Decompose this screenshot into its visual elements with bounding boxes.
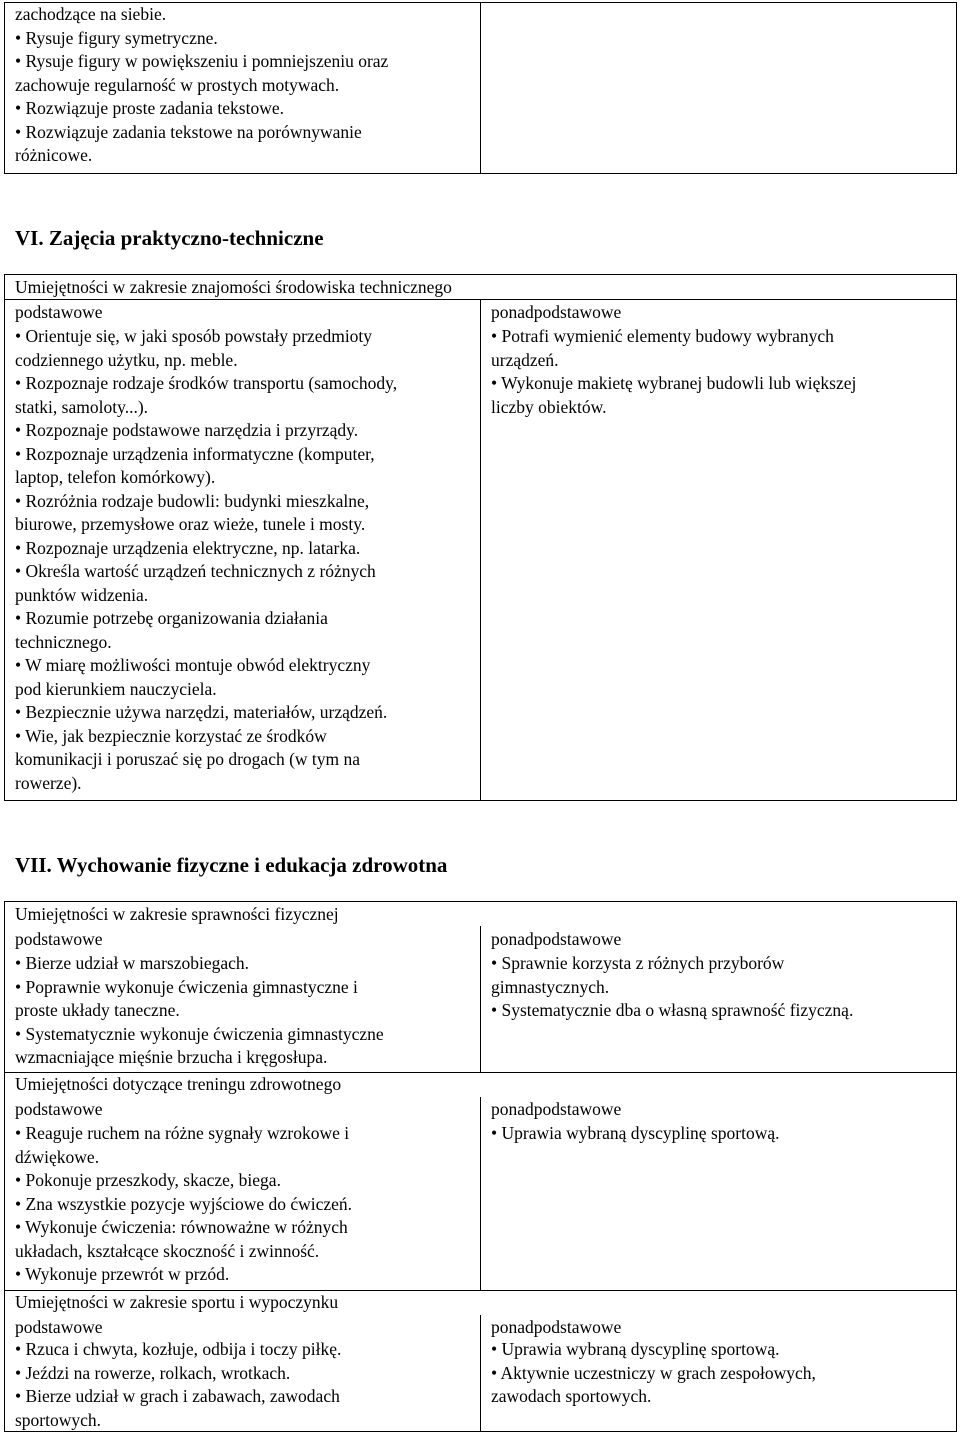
health-training-right-header: ponadpodstawowe	[491, 1099, 622, 1119]
list-item: • Wykonuje makietę wybranej budowli lub większej	[491, 373, 857, 393]
section-vi-divider	[480, 299, 481, 801]
sport-leisure-right-header: ponadpodstawowe	[491, 1317, 622, 1337]
section-vi-group-title: Umiejętności w zakresie znajomości środowiska technicznego	[15, 277, 452, 297]
list-item-continuation: wzmacniające mięśnie brzucha i kręgosłupa.	[15, 1047, 328, 1067]
list-item: • Bierze udział w marszobiegach.	[15, 953, 250, 973]
list-item: • Rozumie potrzebę organizowania działania	[15, 608, 328, 628]
list-item: • Poprawnie wykonuje ćwiczenia gimnastyczne i	[15, 976, 358, 997]
list-item: • Sprawnie korzysta z różnych przyborów	[491, 953, 785, 973]
list-item: • Rysuje figury symetryczne.	[15, 27, 218, 48]
list-item: • Rozpoznaje rodzaje środków transportu (samochody,	[15, 373, 398, 393]
section-vii-divider-3	[480, 1315, 481, 1432]
list-item: • Rzuca i chwyta, kozłuje, odbija i toczy piłkę.	[15, 1339, 342, 1359]
section-vii-heading: VII. Wychowanie fizyczne i edukacja zdrowotna	[15, 853, 448, 877]
fitness-group-title: Umiejętności w zakresie sprawności fizycznej	[15, 904, 339, 924]
list-item-continuation: statki, samoloty...).	[15, 396, 149, 417]
list-item: • W miarę możliwości montuje obwód elektryczny	[15, 655, 371, 675]
section-vi-right-list	[491, 325, 951, 419]
section-vi-left-header: podstawowe	[15, 302, 103, 322]
list-item: • Określa wartość urządzeń technicznych z różnych	[15, 561, 376, 581]
list-item: • Rozpoznaje urządzenia elektryczne, np. latarka.	[15, 537, 361, 558]
list-item-continuation: dźwiękowe.	[15, 1146, 100, 1167]
list-item-continuation: laptop, telefon komórkowy).	[15, 467, 216, 487]
health-training-group-title: Umiejętności dotyczące treningu zdrowotnego	[15, 1074, 342, 1094]
list-item-continuation: sportowych.	[15, 1409, 102, 1430]
health-training-right-list	[491, 1122, 951, 1146]
list-item: • Uprawia wybraną dyscyplinę sportową.	[491, 1123, 780, 1143]
section-vi-left-list	[15, 325, 475, 795]
top-table-divider	[480, 2, 481, 174]
list-item-continuation: zachowuje regularność w prostych motywach.	[15, 74, 340, 95]
section-vii-divider-1	[480, 926, 481, 1072]
list-item: • Systematycznie wykonuje ćwiczenia gimnastyczne	[15, 1023, 384, 1044]
list-item: • Orientuje się, w jaki sposób powstały przedmioty	[15, 326, 373, 346]
list-item: • Potrafi wymienić elementy budowy wybranych	[491, 326, 834, 346]
list-item: • Wie, jak bezpiecznie korzystać ze środków	[15, 725, 327, 746]
list-item-continuation: zawodach sportowych.	[491, 1386, 652, 1406]
list-item-continuation: pod kierunkiem nauczyciela.	[15, 678, 217, 699]
list-item: • Rysuje figury w powiększeniu i pomniejszeniu oraz	[15, 51, 389, 71]
list-item-continuation: zachodzące na siebie.	[15, 4, 167, 24]
section-vi-right-header: ponadpodstawowe	[491, 302, 622, 322]
list-item-continuation: rowerze).	[15, 772, 82, 793]
list-item: • Reaguje ruchem na różne sygnały wzrokowe i	[15, 1123, 350, 1143]
list-item: • Wykonuje ćwiczenia: równoważne w różnych	[15, 1217, 348, 1237]
health-training-left-header: podstawowe	[15, 1099, 103, 1119]
list-item: • Rozwiązuje proste zadania tekstowe.	[15, 98, 285, 118]
fitness-left-list	[15, 952, 475, 1070]
fitness-right-list	[491, 952, 951, 1023]
section-vii-divider-2	[480, 1097, 481, 1290]
list-item-continuation: gimnastycznych.	[491, 976, 610, 997]
top-table-left-cell	[15, 3, 475, 168]
list-item: • Rozwiązuje zadania tekstowe na porównywanie	[15, 121, 362, 142]
fitness-right-header: ponadpodstawowe	[491, 929, 622, 949]
list-item-continuation: komunikacji i poruszać się po drogach (w tym na	[15, 749, 361, 769]
list-item: • Bierze udział w grach i zabawach, zawodach	[15, 1386, 340, 1406]
list-item: • Aktywnie uczestniczy w grach zespołowych,	[491, 1362, 816, 1383]
list-item: • Zna wszystkie pozycje wyjściowe do ćwiczeń.	[15, 1193, 353, 1214]
sport-leisure-left-list	[15, 1338, 475, 1432]
list-item: • Systematycznie dba o własną sprawność fizyczną.	[491, 1000, 854, 1020]
list-item-continuation: liczby obiektów.	[491, 396, 607, 417]
fitness-left-header: podstawowe	[15, 929, 103, 949]
health-training-left-list	[15, 1122, 475, 1287]
list-item: • Uprawia wybraną dyscyplinę sportową.	[491, 1339, 780, 1359]
list-item-continuation: codziennego użytku, np. meble.	[15, 349, 238, 370]
list-item: • Wykonuje przewrót w przód.	[15, 1264, 230, 1284]
list-item: • Rozróżnia rodzaje budowli: budynki mieszkalne,	[15, 490, 370, 511]
sport-leisure-group-title: Umiejętności w zakresie sportu i wypoczynku	[15, 1292, 339, 1312]
list-item-continuation: technicznego.	[15, 631, 112, 652]
list-item: • Bezpiecznie używa narzędzi, materiałów, urządzeń.	[15, 702, 388, 722]
list-item: • Rozpoznaje urządzenia informatyczne (komputer,	[15, 443, 375, 464]
list-item: • Jeździ na rowerze, rolkach, wrotkach.	[15, 1362, 291, 1383]
sport-leisure-right-list	[491, 1338, 951, 1409]
list-item-continuation: urządzeń.	[491, 349, 559, 370]
list-item: • Rozpoznaje podstawowe narzędzia i przyrządy.	[15, 420, 359, 440]
list-item: • Pokonuje przeszkody, skacze, biega.	[15, 1170, 281, 1190]
list-item-continuation: różnicowe.	[15, 145, 93, 165]
sport-leisure-left-header: podstawowe	[15, 1317, 103, 1337]
list-item-continuation: proste układy taneczne.	[15, 1000, 180, 1020]
list-item-continuation: biurowe, przemysłowe oraz wieże, tunele i mosty.	[15, 514, 366, 534]
list-item-continuation: układach, kształcące skoczność i zwinność.	[15, 1240, 320, 1261]
section-vi-heading: VI. Zajęcia praktyczno-techniczne	[15, 226, 324, 250]
list-item-continuation: punktów widzenia.	[15, 584, 149, 605]
